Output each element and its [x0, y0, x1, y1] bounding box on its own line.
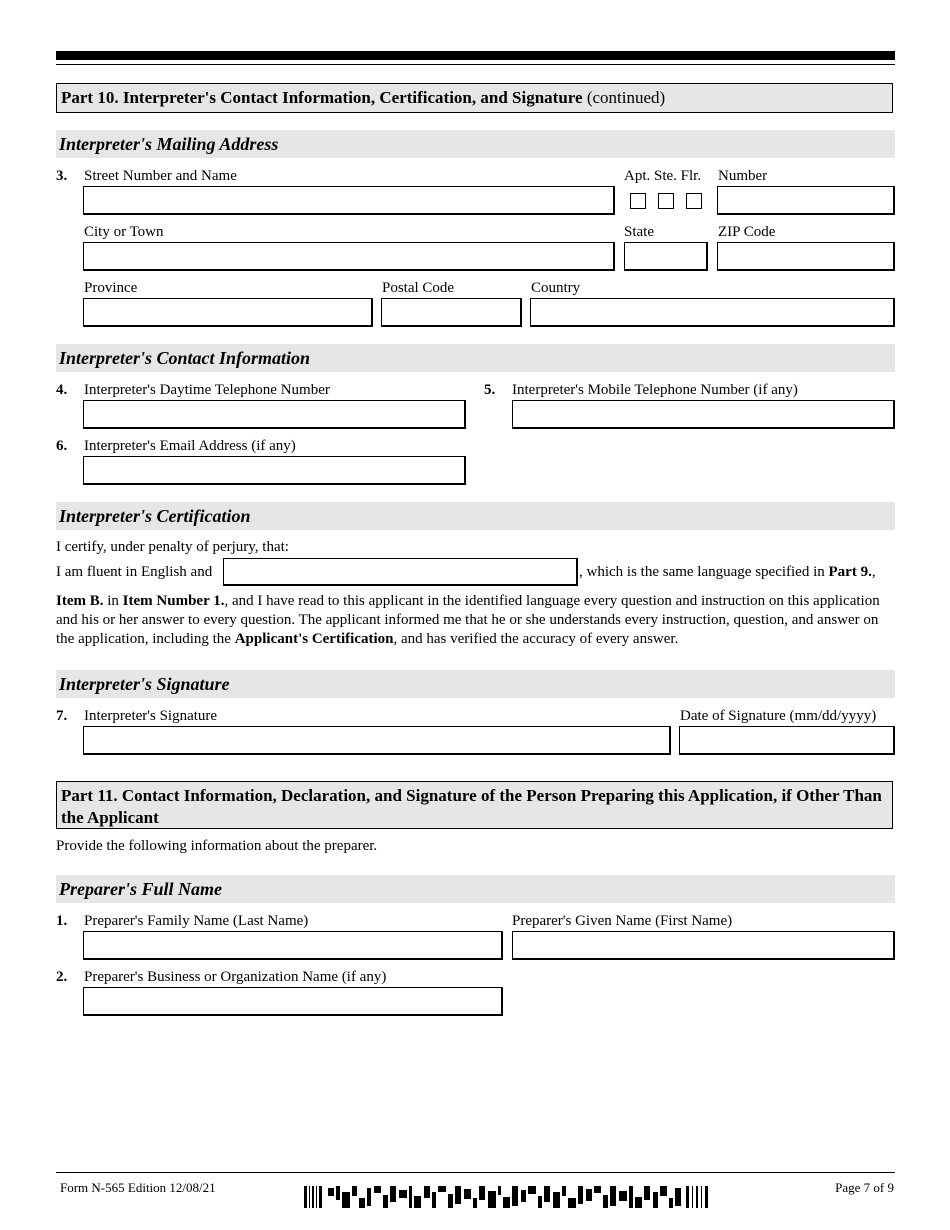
zip-input[interactable] [717, 242, 895, 271]
item-number-5: 5. [484, 382, 496, 398]
family-name-input[interactable] [83, 931, 503, 960]
number-label: Number [718, 168, 768, 184]
form-edition: Form N-565 Edition 12/08/21 [60, 1180, 216, 1195]
given-name-input[interactable] [512, 931, 895, 960]
footer-rule [56, 1172, 895, 1173]
country-label: Country [531, 280, 581, 296]
mobile-phone-input[interactable] [512, 400, 895, 429]
postal-code-input[interactable] [381, 298, 522, 327]
apt-ste-flr-label: Apt. Ste. Flr. [624, 168, 702, 184]
daytime-phone-input[interactable] [83, 400, 466, 429]
mobile-phone-label: Interpreter's Mobile Telephone Number (if any) [512, 382, 798, 398]
city-input[interactable] [83, 242, 615, 271]
para-text1: , and I have read to this applicant in the identified language every question and instruction on this application and his or her answer to every question. The applicant informed me that he or she understands every instruction, question, and answer on the application, including the [56, 593, 880, 647]
item-number-4: 4. [56, 382, 68, 398]
fluent-suffix [579, 564, 876, 581]
part11-header: Part 11. Contact Information, Declaration, and Signature of the Person Preparing this Application, if Other Than the Applicant [56, 781, 893, 829]
fluent-suffix-text: , which is the same language specified in [579, 564, 829, 580]
part9-ref: Part 9. [828, 564, 872, 580]
postal-code-label: Postal Code [382, 280, 455, 296]
language-input[interactable] [223, 558, 578, 586]
item-number-2: 2. [56, 969, 68, 985]
daytime-phone-label: Interpreter's Daytime Telephone Number [84, 382, 330, 398]
barcode-image [304, 1186, 712, 1208]
business-name-input[interactable] [83, 987, 503, 1016]
section-signature: Interpreter's Signature [56, 670, 895, 698]
date-signature-label: Date of Signature (mm/dd/yyyy) [680, 708, 877, 724]
street-input[interactable] [83, 186, 615, 215]
part10-header [56, 83, 893, 113]
signature-input[interactable] [83, 726, 671, 755]
province-input[interactable] [83, 298, 373, 327]
city-label: City or Town [84, 224, 164, 240]
para-text2: , and has verified the accuracy of every answer. [393, 631, 679, 647]
state-select[interactable] [624, 242, 708, 271]
section-certification: Interpreter's Certification [56, 502, 895, 530]
top-rule-thin [56, 64, 895, 65]
ste-checkbox[interactable] [658, 193, 674, 209]
certification-paragraph [56, 592, 896, 649]
fluent-comma: , [871, 564, 876, 580]
top-rule-thick [56, 51, 895, 60]
business-name-label: Preparer's Business or Organization Name (if any) [84, 969, 387, 985]
date-signature-input[interactable] [679, 726, 895, 755]
part10-title-suffix: (continued) [582, 88, 666, 107]
item-number-7: 7. [56, 708, 68, 724]
page-number: Page 7 of 9 [835, 1180, 894, 1195]
item-b-ref: Item B. [56, 593, 104, 609]
email-label: Interpreter's Email Address (if any) [84, 438, 296, 454]
flr-checkbox[interactable] [686, 193, 702, 209]
para-in: in [103, 593, 123, 609]
apt-number-input[interactable] [717, 186, 895, 215]
signature-label: Interpreter's Signature [84, 708, 218, 724]
part10-title: Part 10. Interpreter's Contact Information, Certification, and Signature [61, 88, 583, 107]
section-mailing-address: Interpreter's Mailing Address [56, 130, 895, 158]
item-number-ref: Item Number 1. [122, 593, 225, 609]
given-name-label: Preparer's Given Name (First Name) [512, 913, 733, 929]
certify-text: I certify, under penalty of perjury, that: [56, 539, 289, 555]
preparer-intro: Provide the following information about the preparer. [56, 838, 378, 854]
email-input[interactable] [83, 456, 466, 485]
item-number-3: 3. [56, 168, 68, 184]
section-preparer-name: Preparer's Full Name [56, 875, 895, 903]
state-label: State [624, 224, 654, 240]
family-name-label: Preparer's Family Name (Last Name) [84, 913, 309, 929]
country-input[interactable] [530, 298, 895, 327]
fluent-prefix: I am fluent in English and [56, 564, 213, 580]
street-label: Street Number and Name [84, 168, 237, 184]
item-number-6: 6. [56, 438, 68, 454]
zip-label: ZIP Code [718, 224, 776, 240]
applicant-cert-ref: Applicant's Certification [234, 631, 394, 647]
item-number-1: 1. [56, 913, 68, 929]
province-label: Province [84, 280, 138, 296]
apt-checkbox[interactable] [630, 193, 646, 209]
section-contact-info: Interpreter's Contact Information [56, 344, 895, 372]
